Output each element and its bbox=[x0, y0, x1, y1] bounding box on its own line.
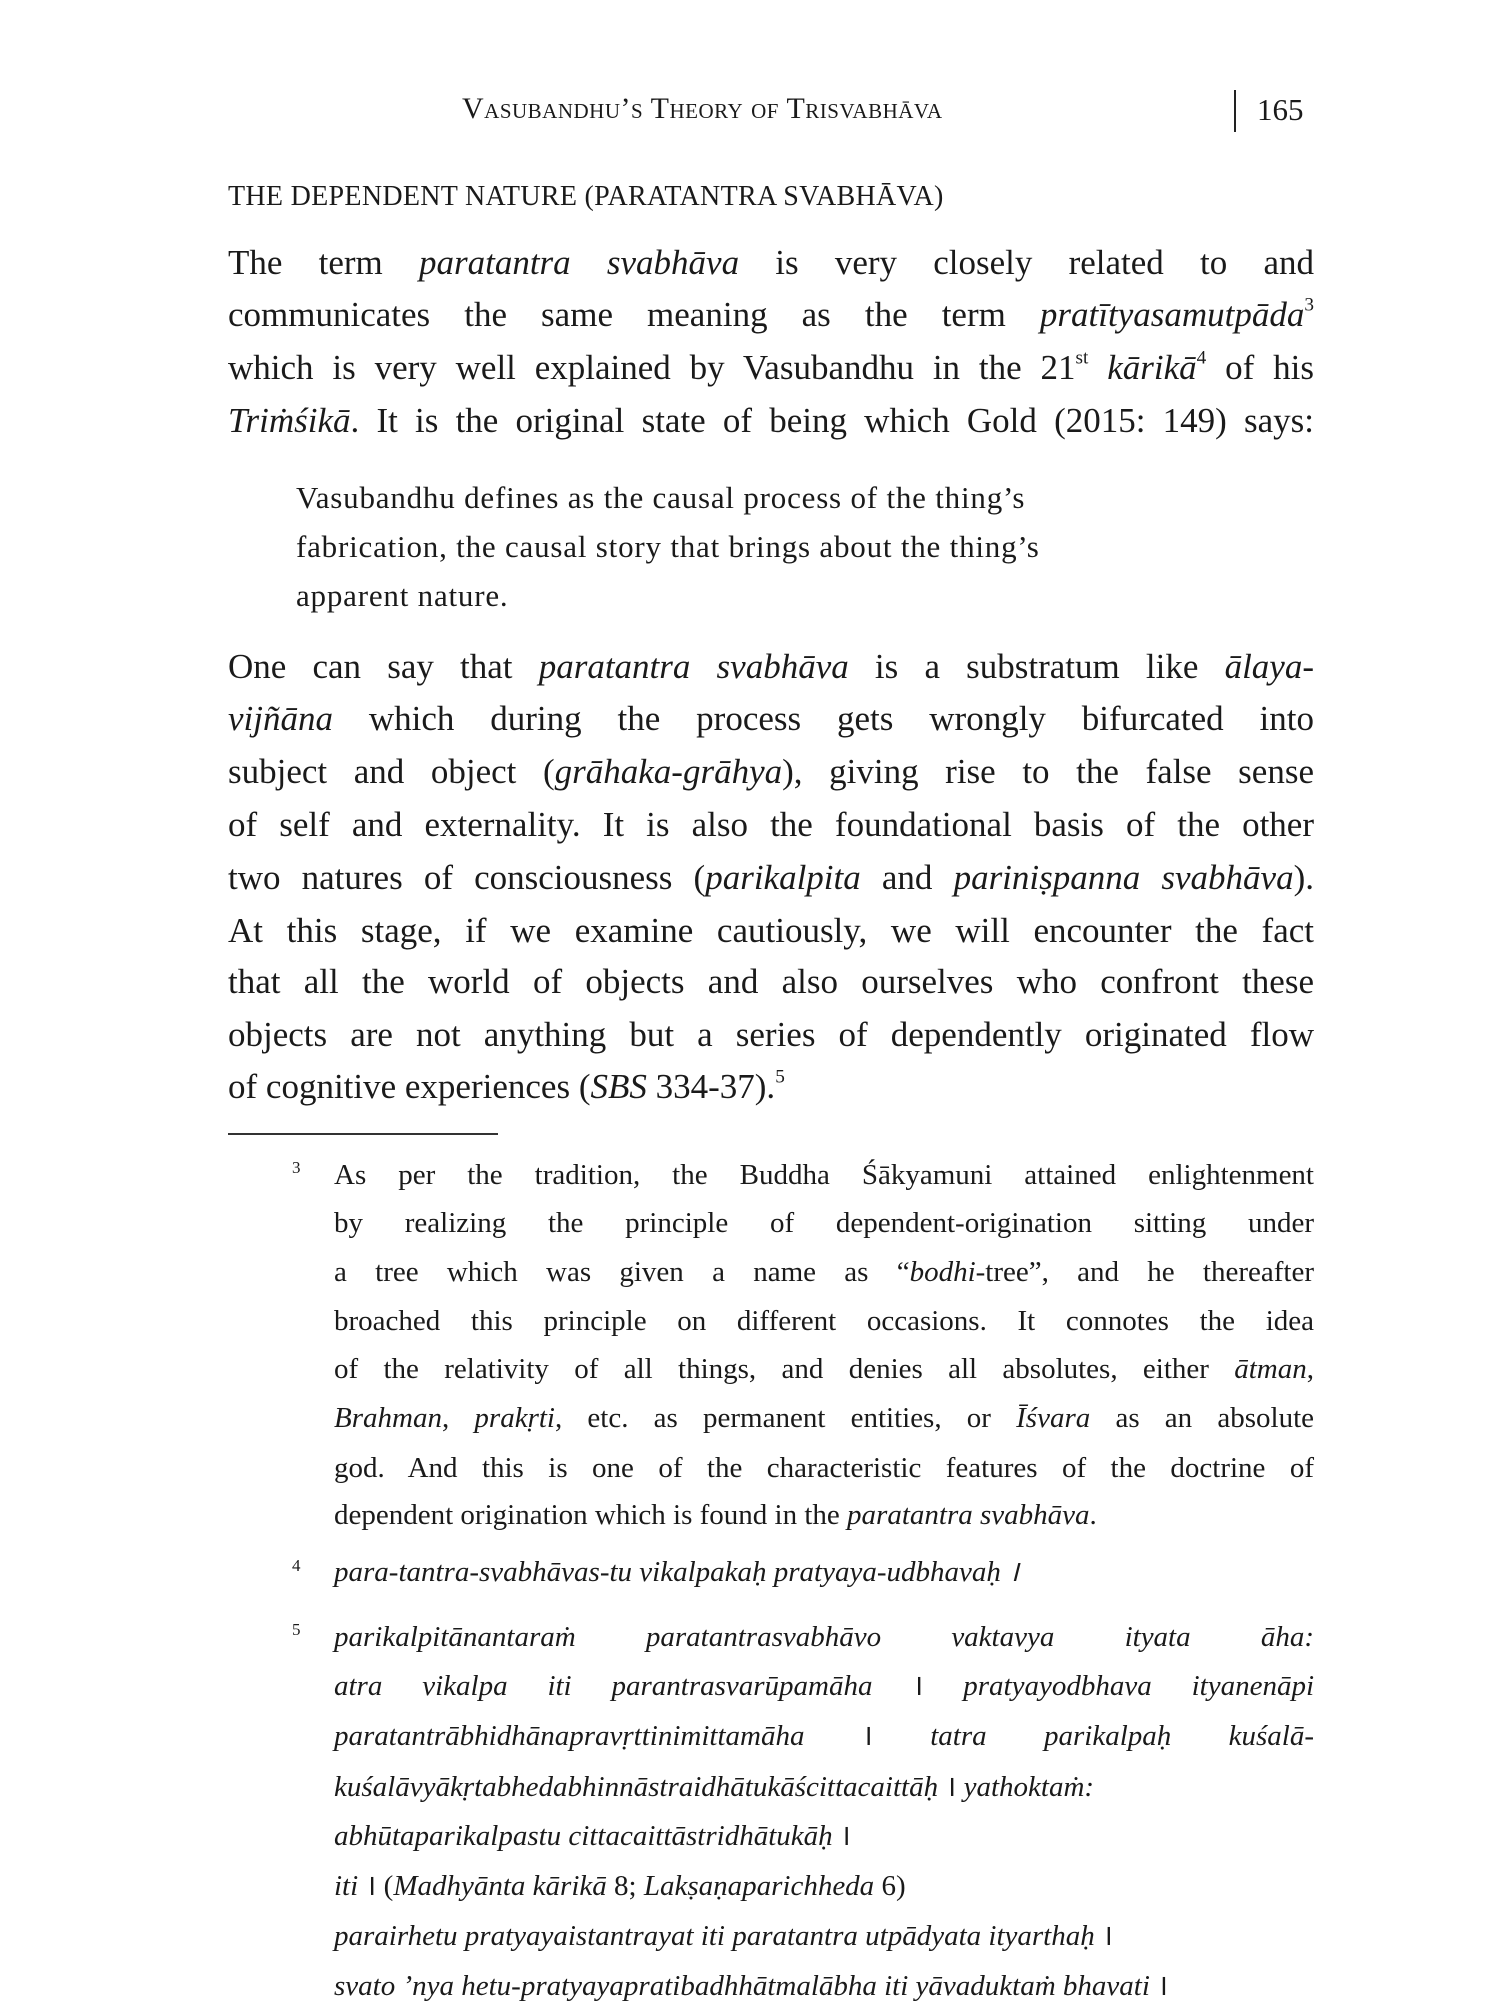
italic-term: Īśvara bbox=[1016, 1401, 1091, 1434]
page-number: 165 bbox=[1257, 92, 1304, 127]
footnote-5-line bbox=[334, 1719, 1314, 1752]
italic-term: paratantra svabhāva bbox=[538, 646, 849, 686]
text-run: । bbox=[1101, 1919, 1113, 1952]
block-quote-line bbox=[296, 577, 509, 613]
italic-term: grāhaka-grāhya bbox=[554, 751, 783, 791]
text-run: . bbox=[1089, 1498, 1097, 1531]
footnote-5-line bbox=[334, 1770, 1095, 1803]
italic-term: parikalpitānantaraṁ paratantrasvabhāvo vaktavya ityata āha: bbox=[334, 1620, 1314, 1653]
paragraph-1-line bbox=[228, 242, 1314, 282]
footnote-3-line bbox=[334, 1206, 1314, 1239]
footnote-rule bbox=[228, 1133, 498, 1135]
text-run: । bbox=[912, 1669, 924, 1702]
text-run: that all the world of objects and also ourselves who confront these bbox=[228, 961, 1314, 1001]
italic-term: Brahman bbox=[334, 1401, 442, 1434]
italic-term: iti bbox=[334, 1869, 366, 1902]
footnote-number-4: 4 bbox=[292, 1556, 301, 1575]
footnote-number-3: 3 bbox=[292, 1158, 301, 1177]
italic-term: pariniṣpanna svabhāva bbox=[953, 857, 1294, 897]
paragraph-2-line bbox=[228, 1066, 785, 1106]
footnote-3-line bbox=[334, 1451, 1314, 1484]
text-run: which is very well explained by Vasubandhu in the 21 bbox=[228, 347, 1076, 387]
footnote-5-line bbox=[334, 1620, 1314, 1653]
italic-term: tatra parikalpaḥ kuśalā- bbox=[872, 1719, 1314, 1752]
paragraph-2-line bbox=[228, 646, 1314, 686]
italic-term: atra vikalpa iti parantrasvarūpamāha bbox=[334, 1669, 913, 1702]
footnote-3-line bbox=[334, 1401, 1315, 1434]
footnote-3-line bbox=[334, 1255, 1314, 1288]
text-run: subject and object ( bbox=[228, 751, 555, 791]
italic-term: SBS bbox=[590, 1066, 647, 1106]
text-run: is a substratum like bbox=[848, 646, 1225, 686]
text-run: communicates the same meaning as the term bbox=[228, 294, 1040, 334]
text-run: । bbox=[839, 1819, 851, 1852]
text-run: of self and externality. It is also the foundational basis of the other bbox=[228, 804, 1314, 844]
text-run: , bbox=[1306, 1352, 1314, 1385]
text-run: of the relativity of all things, and denies all absolutes, either bbox=[334, 1352, 1235, 1385]
paragraph-1-line bbox=[228, 294, 1314, 334]
text-run: of cognitive experiences ( bbox=[228, 1066, 591, 1106]
text-run: , bbox=[441, 1401, 475, 1434]
text-run: Vasubandhu defines as the causal process of the thing’s bbox=[296, 479, 1026, 515]
text-run: One can say that bbox=[228, 646, 539, 686]
text-run: two natures of consciousness ( bbox=[228, 857, 706, 897]
italic-term: kuśalāvyākṛtabhedabhinnāstraidhātukāścittacaittāḥ bbox=[334, 1770, 946, 1803]
text-run: -tree”, and he thereafter bbox=[975, 1255, 1314, 1288]
italic-term: paratantrābhidhānapravṛttinimittamāha bbox=[334, 1719, 862, 1752]
footnote-3-line bbox=[334, 1352, 1314, 1385]
section-heading: THE DEPENDENT NATURE (PARATANTRA SVABHĀVA) bbox=[228, 181, 944, 212]
italic-term: pratītyasamutpāda bbox=[1039, 294, 1305, 334]
text-run: As per the tradition, the Buddha Śākyamuni attained enlightenment bbox=[334, 1158, 1314, 1191]
text-run: dependent origination which is found in the bbox=[334, 1498, 848, 1531]
paragraph-1-line bbox=[228, 347, 1314, 387]
italic-term: parikalpita bbox=[705, 857, 861, 897]
italic-term: paratantra svabhāva bbox=[418, 242, 740, 282]
footnote-reference: 3 bbox=[1304, 294, 1314, 316]
paragraph-2-line bbox=[228, 751, 1314, 791]
footnote-number-5: 5 bbox=[292, 1620, 301, 1639]
paragraph-2-line bbox=[228, 857, 1314, 897]
footnote-reference: st bbox=[1075, 347, 1089, 369]
italic-term: svato ’nya hetu-pratyayapratibadhhātmalābha iti yāvaduktaṁ bhavati bbox=[334, 1969, 1158, 2002]
italic-term: Lakṣaṇaparichheda bbox=[643, 1869, 875, 1902]
italic-term: ālaya- bbox=[1224, 646, 1314, 686]
italic-term: prakṛti bbox=[474, 1401, 555, 1434]
paragraph-2-line bbox=[228, 698, 1314, 738]
italic-term: ātman bbox=[1234, 1352, 1307, 1385]
italic-term: parairhetu pratyayaistantrayat iti paratantra utpādyata ityarthaḥ bbox=[334, 1919, 1102, 1952]
text-run: which during the process gets wrongly bifurcated into bbox=[332, 698, 1314, 738]
paragraph-2-line bbox=[228, 910, 1314, 950]
text-run: At this stage, if we examine cautiously, we will encounter the fact bbox=[228, 910, 1314, 950]
footnote-3-line bbox=[334, 1158, 1314, 1191]
text-run: by realizing the principle of dependent-origination sitting under bbox=[334, 1206, 1314, 1239]
italic-term: yathoktaṁ: bbox=[956, 1770, 1095, 1803]
text-run: , etc. as permanent entities, or bbox=[554, 1401, 1017, 1434]
text-run: as an absolute bbox=[1090, 1401, 1315, 1434]
text-run: ), giving rise to the false sense bbox=[782, 751, 1314, 791]
footnote-5-line bbox=[334, 1919, 1113, 1952]
text-run: । ( bbox=[365, 1869, 394, 1902]
italic-term: kārikā bbox=[1107, 347, 1197, 387]
italic-term: Triṁśikā bbox=[228, 400, 351, 440]
italic-term: abhūtaparikalpastu cittacaittāstridhātukāḥ bbox=[334, 1819, 840, 1852]
italic-term: Madhyānta kārikā bbox=[393, 1869, 607, 1902]
text-run: . It is the original state of being which Gold (2015: 149) says: bbox=[350, 400, 1314, 440]
footnote-reference: 5 bbox=[775, 1066, 785, 1088]
italic-term: pratyayodbhava ityanenāpi bbox=[923, 1669, 1315, 1702]
text-run: 334-37). bbox=[646, 1066, 776, 1106]
italic-term: para-tantra-svabhāvas-tu vikalpakaḥ pratyaya-udbhavaḥ । bbox=[334, 1555, 1020, 1588]
text-run: apparent nature. bbox=[296, 577, 509, 613]
text-run: The term bbox=[228, 242, 419, 282]
text-run: and bbox=[860, 857, 954, 897]
block-quote-line bbox=[296, 528, 1040, 564]
footnote-3-line bbox=[334, 1304, 1314, 1337]
paragraph-2-line bbox=[228, 804, 1314, 844]
footnote-reference: 4 bbox=[1196, 347, 1207, 369]
paragraph-1-line bbox=[228, 400, 1314, 440]
footnote-3-line bbox=[334, 1498, 1097, 1531]
text-run: god. And this is one of the characteristic features of the doctrine of bbox=[334, 1451, 1314, 1484]
footnote-5-line bbox=[334, 1819, 851, 1852]
header-divider bbox=[1234, 90, 1236, 132]
text-run: a tree which was given a name as “ bbox=[334, 1255, 910, 1288]
text-run: fabrication, the causal story that brings about the thing’s bbox=[296, 528, 1040, 564]
text-run: 8; bbox=[606, 1869, 644, 1902]
running-head-title: Vasubandhu’s Theory of Trisvabhāva bbox=[462, 92, 943, 125]
italic-term: bodhi bbox=[909, 1255, 976, 1288]
footnote-5-line bbox=[334, 1669, 1315, 1702]
text-run bbox=[1088, 348, 1107, 387]
text-run: ). bbox=[1293, 857, 1314, 897]
text-run: । bbox=[1157, 1969, 1169, 2002]
footnote-5-line bbox=[334, 1869, 906, 1902]
block-quote-line bbox=[296, 479, 1026, 515]
footnote-5-line bbox=[334, 1969, 1169, 2002]
paragraph-2-line bbox=[228, 961, 1314, 1001]
text-run: of his bbox=[1206, 347, 1314, 387]
text-run: । bbox=[945, 1770, 957, 1803]
text-run: broached this principle on different occasions. It connotes the idea bbox=[334, 1304, 1314, 1337]
text-run: is very closely related to and bbox=[739, 242, 1314, 282]
text-run: । bbox=[861, 1719, 873, 1752]
paragraph-2-line bbox=[228, 1014, 1314, 1054]
italic-term: vijñāna bbox=[228, 698, 333, 738]
text-run: objects are not anything but a series of dependently originated flow bbox=[228, 1014, 1314, 1054]
footnote-4-line bbox=[334, 1555, 1020, 1588]
text-run: 6) bbox=[874, 1869, 906, 1902]
italic-term: paratantra svabhāva bbox=[847, 1498, 1090, 1531]
